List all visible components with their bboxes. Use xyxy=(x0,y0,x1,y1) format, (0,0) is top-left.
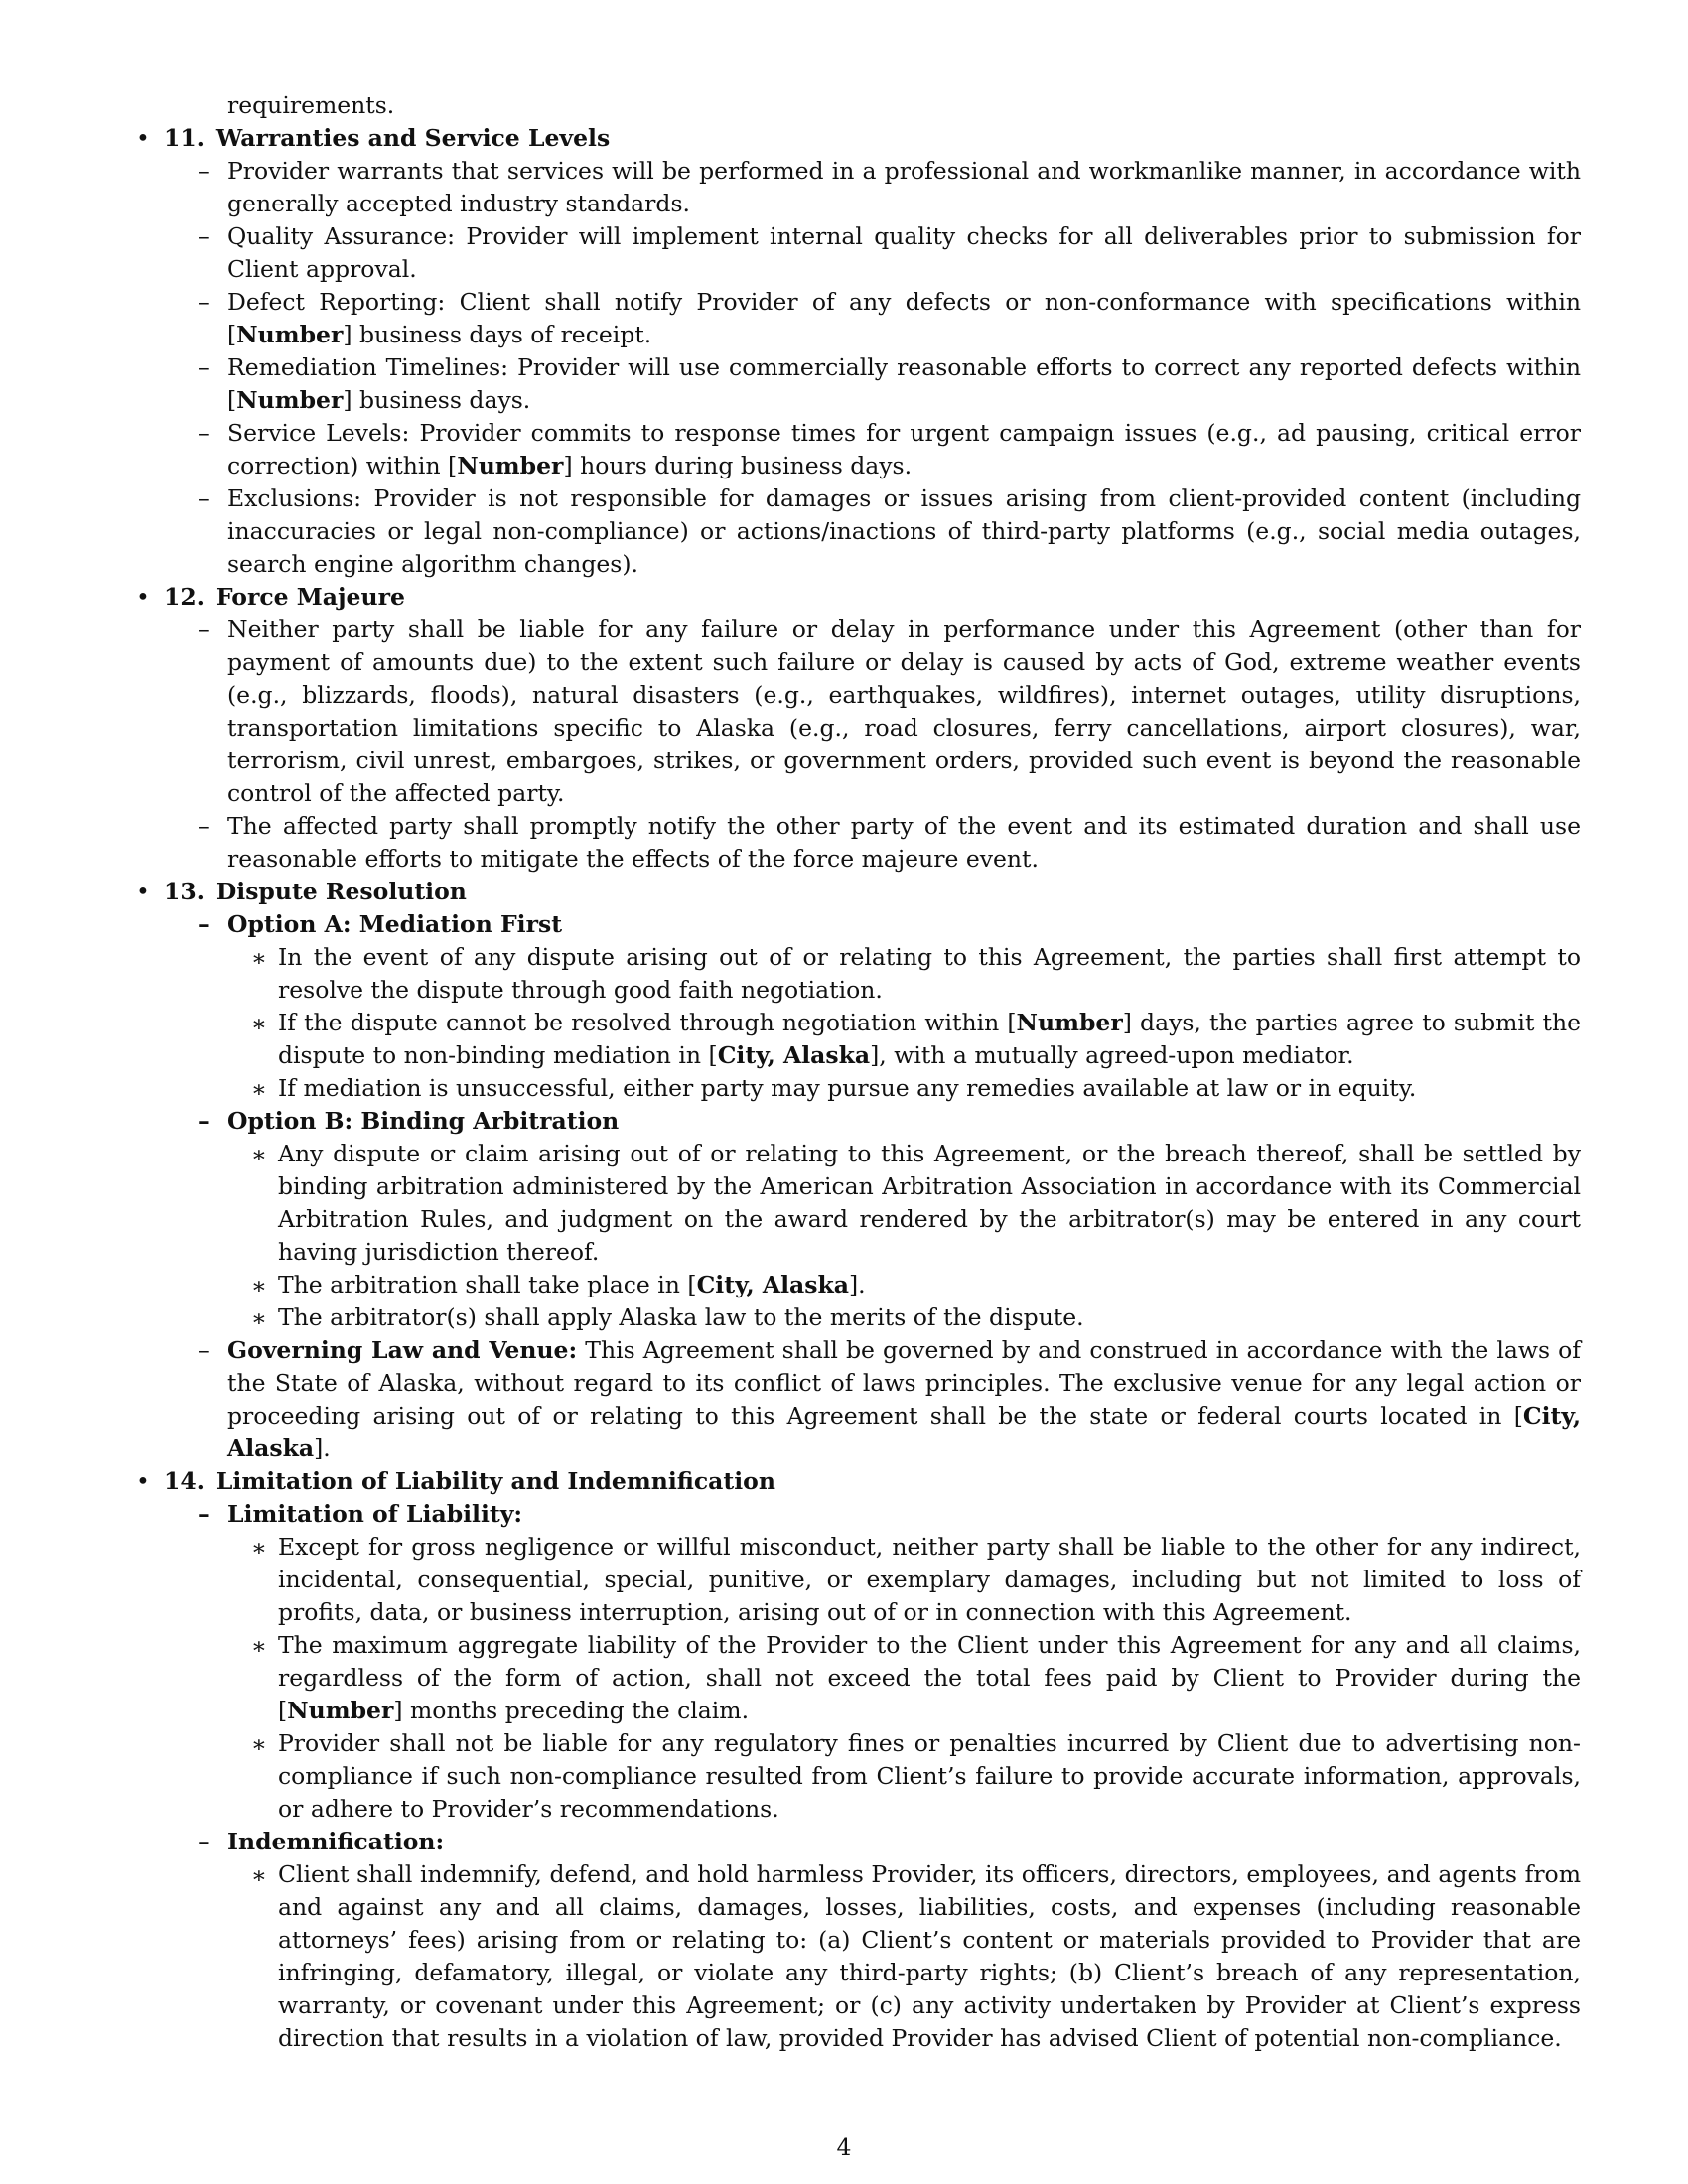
list-item: ∗ Any dispute or claim arising out of or relating to this Agreement, or the breach thereof, shall be settled by binding arbitration administered by the American Arbitration Association in accordance with its Commercial Arbitration Rules, and judgment on the award rendered by the arbitrator(s) may be entered in any court having jurisdiction thereof. xyxy=(251,1140,1581,1266)
bullet-icon: • xyxy=(136,878,150,905)
option-b-heading: – Option B: Binding Arbitration xyxy=(227,1105,1581,1138)
section-number: 14. xyxy=(164,1467,205,1495)
asterisk-icon: ∗ xyxy=(251,1861,267,1889)
section-12-heading xyxy=(136,581,1581,614)
placeholder-number: Number xyxy=(1016,1009,1123,1036)
placeholder-number: Number xyxy=(236,386,344,414)
list-item: ∗ Except for gross negligence or willful misconduct, neither party shall be liable to the other for any indirect, incidental, consequential, special, punitive, or exemplary damages, including but not limited to loss of profits, data, or business interruption, arising out of or in connection with this Agreement. xyxy=(251,1533,1581,1626)
dash-icon: – xyxy=(198,222,210,250)
list-item: – Service Levels: Provider commits to response times for urgent campaign issues (e.g., ad pausing, critical error correction) within [Number] hours during business days. xyxy=(198,419,1581,479)
option-a-heading: – Option A: Mediation First xyxy=(227,908,1581,941)
section-title: Force Majeure xyxy=(215,583,405,611)
bullet-icon: • xyxy=(136,124,150,152)
placeholder-number: Number xyxy=(287,1697,394,1724)
list-item: ∗ The arbitrator(s) shall apply Alaska law to the merits of the dispute. xyxy=(278,1301,1581,1334)
list-item: ∗ Client shall indemnify, defend, and hold harmless Provider, its officers, directors, employees, and agents from and against any and all claims, damages, losses, liabilities, costs, and expenses (including reasonable attorneys’ fees) arising from or relating to: (a) Client’s content or materials provided to Provider that are infringing, defamatory, illegal, or violate any third-party rights; (b) Client’s breach of any representation, warranty, or covenant under this Agreement; or (c) any activity undertaken by Provider at Client’s express direction that results in a violation of law, provided Provider has advised Client of potential non-compliance. xyxy=(251,1860,1581,2052)
list-item: – Remediation Timelines: Provider will use commercially reasonable efforts to correct any reported defects within [Number] business days. xyxy=(198,353,1581,414)
dash-icon: – xyxy=(198,1107,210,1135)
section-number: 13. xyxy=(164,878,205,905)
section-11-heading xyxy=(136,122,1581,155)
dash-icon: – xyxy=(198,157,210,185)
placeholder-city: City, Alaska xyxy=(227,1402,1581,1462)
document-body xyxy=(0,89,1688,2055)
dash-icon: – xyxy=(198,419,210,447)
list-item: ∗ If the dispute cannot be resolved through negotiation within [Number] days, the parties agree to submit the dispute to non-binding mediation in [City, Alaska], with a mutually agreed-upon mediator. xyxy=(251,1009,1581,1069)
dash-icon: – xyxy=(198,484,210,512)
dash-icon: – xyxy=(198,1828,210,1855)
list-item: – Exclusions: Provider is not responsible for damages or issues arising from client-provided content (including inaccuracies or legal non-compliance) or actions/inactions of third-party platforms (e.g., social media outages, search engine algorithm changes). xyxy=(198,484,1581,578)
dash-icon: – xyxy=(198,1336,210,1364)
bullet-icon: • xyxy=(136,1467,150,1495)
indemnification-heading: – Indemnification: xyxy=(227,1826,1581,1858)
limitation-heading: – Limitation of Liability: xyxy=(227,1498,1581,1531)
dash-icon: – xyxy=(198,615,210,643)
list-item: – Quality Assurance: Provider will implement internal quality checks for all deliverables prior to submission for Client approval. xyxy=(198,222,1581,283)
asterisk-icon: ∗ xyxy=(251,1272,267,1299)
placeholder-city: City, Alaska xyxy=(696,1271,849,1298)
governing-law-item: – Governing Law and Venue: This Agreement shall be governed by and construed in accordance with the laws of the State of Alaska, without regard to its conflict of laws principles. The exclusive venue for any legal action or proceeding arising out of or relating to this Agreement shall be the state or federal courts located in [City, Alaska]. xyxy=(198,1336,1581,1462)
asterisk-icon: ∗ xyxy=(251,1632,267,1660)
page-number: 4 xyxy=(836,2133,852,2161)
asterisk-icon: ∗ xyxy=(251,944,267,972)
list-item: – Provider warrants that services will be performed in a professional and workmanlike manner, in accordance with generally accepted industry standards. xyxy=(198,157,1581,217)
asterisk-icon: ∗ xyxy=(251,1141,267,1168)
section-number: 11. xyxy=(164,124,205,152)
section-14-heading xyxy=(136,1465,1581,1498)
dash-icon: – xyxy=(198,353,210,381)
list-item: ∗ Provider shall not be liable for any regulatory fines or penalties incurred by Client due to advertising non-compliance if such non-compliance resulted from Client’s failure to provide accurate information, approvals, or adhere to Provider’s recommendations. xyxy=(251,1729,1581,1823)
list-item: – The affected party shall promptly notify the other party of the event and its estimated duration and shall use reasonable efforts to mitigate the effects of the force majeure event. xyxy=(198,812,1581,873)
asterisk-icon: ∗ xyxy=(251,1075,267,1103)
placeholder-city: City, Alaska xyxy=(717,1041,871,1069)
placeholder-number: Number xyxy=(236,321,344,348)
section-title: Dispute Resolution xyxy=(215,878,467,905)
list-item: ∗ The arbitration shall take place in [City, Alaska]. xyxy=(278,1269,1581,1301)
list-item: ∗ If mediation is unsuccessful, either party may pursue any remedies available at law or in equity. xyxy=(278,1072,1581,1105)
asterisk-icon: ∗ xyxy=(251,1730,267,1758)
list-item: – Defect Reporting: Client shall notify Provider of any defects or non-conformance with specifications within [Number] business days of receipt. xyxy=(198,288,1581,348)
bullet-icon: • xyxy=(136,583,150,611)
section-title: Limitation of Liability and Indemnification xyxy=(215,1467,775,1495)
governing-law-label: Governing Law and Venue: xyxy=(227,1336,578,1364)
asterisk-icon: ∗ xyxy=(251,1304,267,1332)
dash-icon: – xyxy=(198,812,210,840)
section-13-heading xyxy=(136,876,1581,908)
asterisk-icon: ∗ xyxy=(251,1534,267,1562)
list-item: ∗ In the event of any dispute arising out of or relating to this Agreement, the parties shall first attempt to resolve the dispute through good faith negotiation. xyxy=(251,943,1581,1004)
dash-icon: – xyxy=(198,288,210,316)
continuation-text: requirements. xyxy=(227,91,395,119)
asterisk-icon: ∗ xyxy=(251,1010,267,1037)
section-title: Warranties and Service Levels xyxy=(215,124,611,152)
section-number: 12. xyxy=(164,583,205,611)
list-item: ∗ The maximum aggregate liability of the Provider to the Client under this Agreement for any and all claims, regardless of the form of action, shall not exceed the total fees paid by Client to Provider during the [Number] months preceding the claim. xyxy=(251,1631,1581,1724)
dash-icon: – xyxy=(198,910,210,938)
list-item: – Neither party shall be liable for any failure or delay in performance under this Agreement (other than for payment of amounts due) to the extent such failure or delay is caused by acts of God, extreme weather events (e.g., blizzards, floods), natural disasters (e.g., earthquakes, wildfires), internet outages, utility disruptions, transportation limitations specific to Alaska (e.g., road closures, ferry cancellations, airport closures), war, terrorism, civil unrest, embargoes, strikes, or government orders, provided such event is beyond the reasonable control of the affected party. xyxy=(198,615,1581,807)
placeholder-number: Number xyxy=(457,452,564,479)
dash-icon: – xyxy=(198,1500,210,1528)
